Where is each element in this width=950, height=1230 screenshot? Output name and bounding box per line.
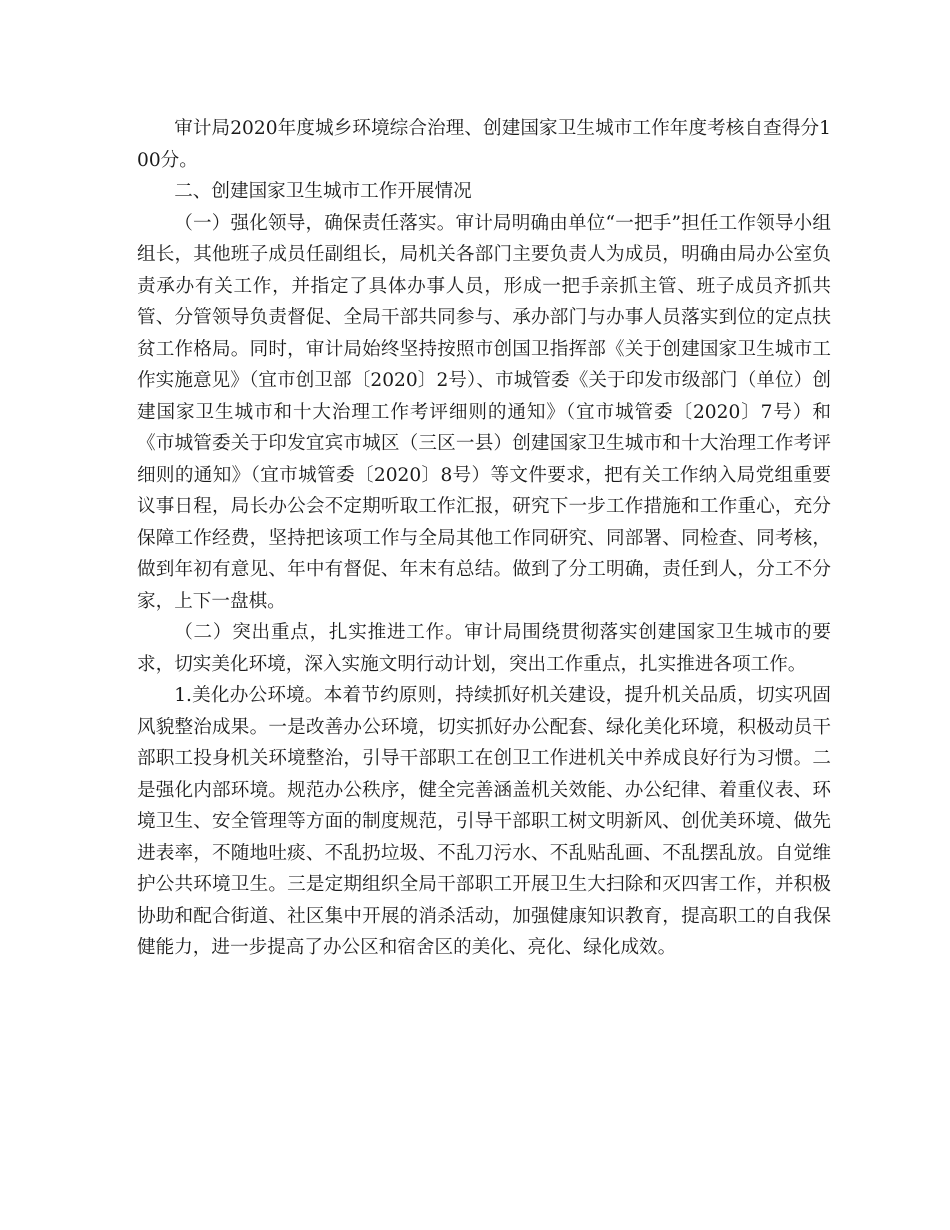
document-body [137,113,831,964]
section-heading: 二、创建国家卫生城市工作开展情况 [174,181,472,202]
paragraph-key-points: （二）突出重点，扎实推进工作。审计局围绕贯彻落实创建国家卫生城市的要求，切实美化环境，深入实施文明行动计划，突出工作重点，扎实推进各项工作。 [137,622,831,675]
paragraph-audit-score: 审计局2020年度城乡环境综合治理、创建国家卫生城市工作年度考核自查得分100分。 [137,118,831,171]
paragraph-leadership: （一）强化领导，确保责任落实。审计局明确由单位“一把手”担任工作领导小组组长，其他班子成员任副组长，局机关各部门主要负责人为成员，明确由局办公室负责承办有关工作，并指定了具体办事人员，形成一把手亲抓主管、班子成员齐抓共管、分管领导负责督促、全局干部共同参与、承办部门与办事人员落实到位的定点扶贫工作格局。同时，审计局始终坚持按照市创国卫指挥部《关于创建国家卫生城市工作实施意见》（宜市创卫部〔2020〕2号）、市城管委《关于印发市级部门（单位）创建国家卫生城市和十大治理工作考评细则的通知》（宜市城管委〔2020〕7号）和《市城管委关于印发宜宾市城区（三区一县）创建国家卫生城市和十大治理工作考评细则的通知》（宜市城管委〔2020〕8号）等文件要求，把有关工作纳入局党组重要议事日程，局长办公会不定期听取工作汇报，研究下一步工作措施和工作重心，充分保障工作经费，坚持把该项工作与全局其他工作同研究、同部署、同检查、同考核，做到年初有意见、年中有督促、年末有总结。做到了分工明确，责任到人，分工不分家，上下一盘棋。 [137,212,831,612]
paragraph-office-environment: 1.美化办公环境。本着节约原则，持续抓好机关建设，提升机关品质，切实巩固风貌整治成果。一是改善办公环境，切实抓好办公配套、绿化美化环境，积极动员干部职工投身机关环境整治，引导干部职工在创卫工作进机关中养成良好行为习惯。二是强化内部环境。规范办公秩序，健全完善涵盖机关效能、办公纪律、着重仪表、环境卫生、安全管理等方面的制度规范，引导干部职工树文明新风、创优美环境、做先进表率，不随地吐痰、不乱扔垃圾、不乱刀污水、不乱贴乱画、不乱摆乱放。自觉维护公共环境卫生。三是定期组织全局干部职工开展卫生大扫除和灭四害工作，并积极协助和配合街道、社区集中开展的消杀活动，加强健康知识教育，提高职工的自我保健能力，进一步提高了办公区和宿舍区的美化、亮化、绿化成效。 [137,685,831,958]
